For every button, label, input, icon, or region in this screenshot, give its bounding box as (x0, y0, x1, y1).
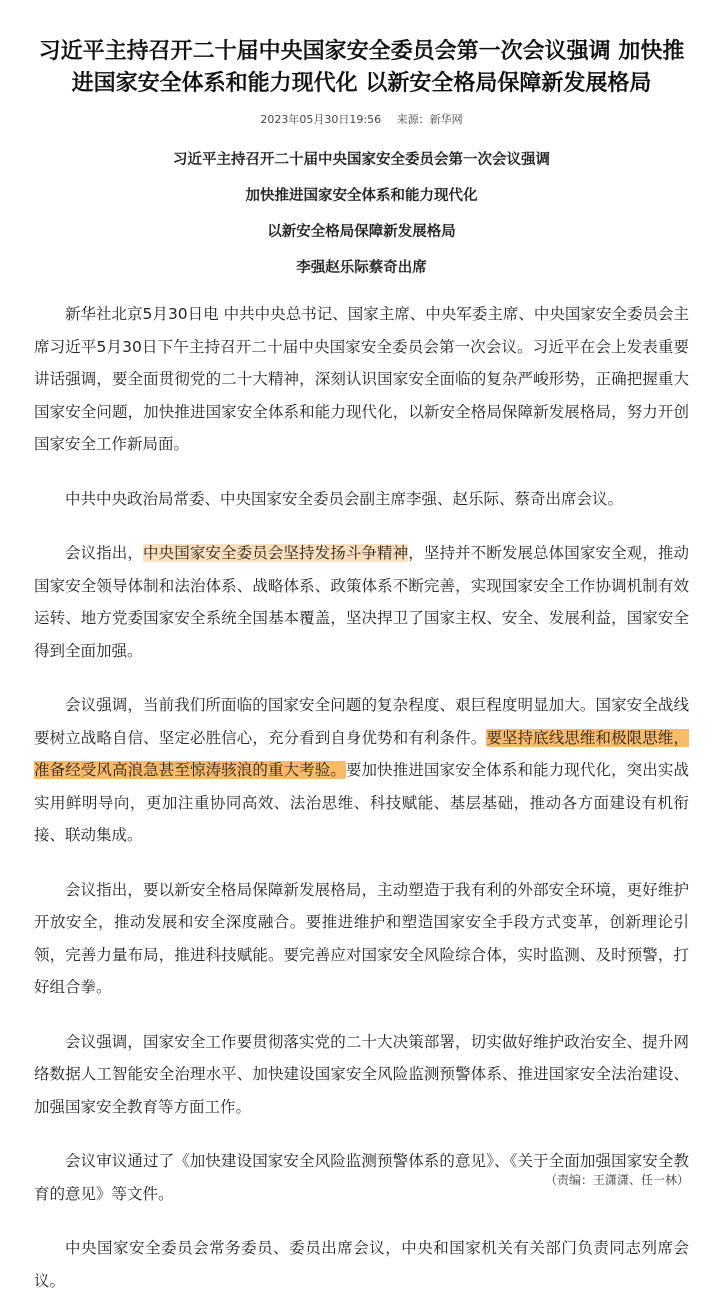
subtitle-group (34, 142, 689, 286)
paragraph-4-rest: 要加快推进国家安全体系和能力现代化，突出实战实用鲜明导向，更加注重协同高效、法治思维、科技赋能、基层基础，推动各方面建设有机衔接、联动集成。 (34, 761, 689, 844)
highlight-strong: 要坚持底线思维和极限思维，准备经受风高浪急甚至惊涛骇浪的重大考验。 (34, 728, 689, 779)
paragraph-3 (34, 537, 689, 667)
article-meta (34, 112, 689, 128)
publish-date: 2023年05月30日19:56 (260, 113, 382, 126)
paragraph-3-rest: ，坚持并不断发展总体国家安全观，推动国家安全领导体制和法治体系、战略体系、政策体系不断完善，实现国家安全工作协调机制有效运转、地方党委国家安全系统全国基本覆盖，坚决捍卫了国家主权、安全、发展利益，国家安全得到全面加强。 (34, 544, 689, 660)
paragraph-4 (34, 689, 689, 852)
subtitle-line-1: 习近平主持召开二十届中央国家安全委员会第一次会议强调 (173, 152, 550, 168)
highlight-light: 中央国家安全委员会坚持发扬斗争精神 (143, 544, 409, 562)
paragraph-6: 会议强调，国家安全工作要贯彻落实党的二十大决策部署，切实做好维护政治安全、提升网络数据人工智能安全治理水平、加快建设国家安全风险监测预警体系、推进国家安全法治建设、加强国家安全教育等方面工作。 (34, 1032, 689, 1116)
paragraph-8: 中央国家安全委员会常务委员、委员出席会议，中央和国家机关有关部门负责同志列席会议。 (34, 1239, 689, 1290)
paragraph-5: 会议指出，要以新安全格局保障新发展格局，主动塑造于我有利的外部安全环境，更好维护开放安全，推动发展和安全深度融合。要推进维护和塑造国家安全手段方式变革，创新理论引领，完善力量布局，推进科技赋能。要完善应对国家安全风险综合体，实时监测、及时预警，打好组合拳。 (34, 880, 689, 996)
article-body (34, 298, 689, 1297)
subtitle-line-3: 以新安全格局保障新发展格局 (267, 224, 456, 240)
paragraph-7: 会议审议通过了《加快建设国家安全风险监测预警体系的意见》、《关于全面加强国家安全教育的意见》等文件。 (34, 1152, 689, 1203)
subtitle-line-4: 李强赵乐际蔡奇出席 (296, 260, 427, 276)
paragraph-2: 中共中央政治局常委、中央国家安全委员会副主席李强、赵乐际、蔡奇出席会议。 (65, 489, 624, 508)
paragraph-3-lead: 会议指出， (65, 544, 144, 562)
subtitle-line-2: 加快推进国家安全体系和能力现代化 (245, 188, 478, 204)
article-source: 来源：新华网 (396, 113, 463, 126)
editor-credit: （责编：王潇潇、任一林） (544, 1173, 689, 1187)
article-title: 习近平主持召开二十届中央国家安全委员会第一次会议强调 加快推进国家安全体系和能力现代化 以新安全格局保障新发展格局 (38, 39, 685, 96)
paragraph-1: 新华社北京5月30日电 中共中央总书记、国家主席、中央军委主席、中央国家安全委员会主席习近平5月30日下午主持召开二十届中央国家安全委员会第一次会议。习近平在会上发表重要讲话强调，要全面贯彻党的二十大精神，深刻认识国家安全面临的复杂严峻形势，正确把握重大国家安全问题，加快推进国家安全体系和能力现代化，以新安全格局保障新发展格局，努力开创国家安全工作新局面。 (34, 305, 689, 453)
paragraph-4-lead: 会议强调，当前我们所面临的国家安全问题的复杂程度、艰巨程度明显加大。国家安全战线要树立战略自信、坚定必胜信心，充分看到自身优势和有利条件。 (34, 696, 689, 747)
